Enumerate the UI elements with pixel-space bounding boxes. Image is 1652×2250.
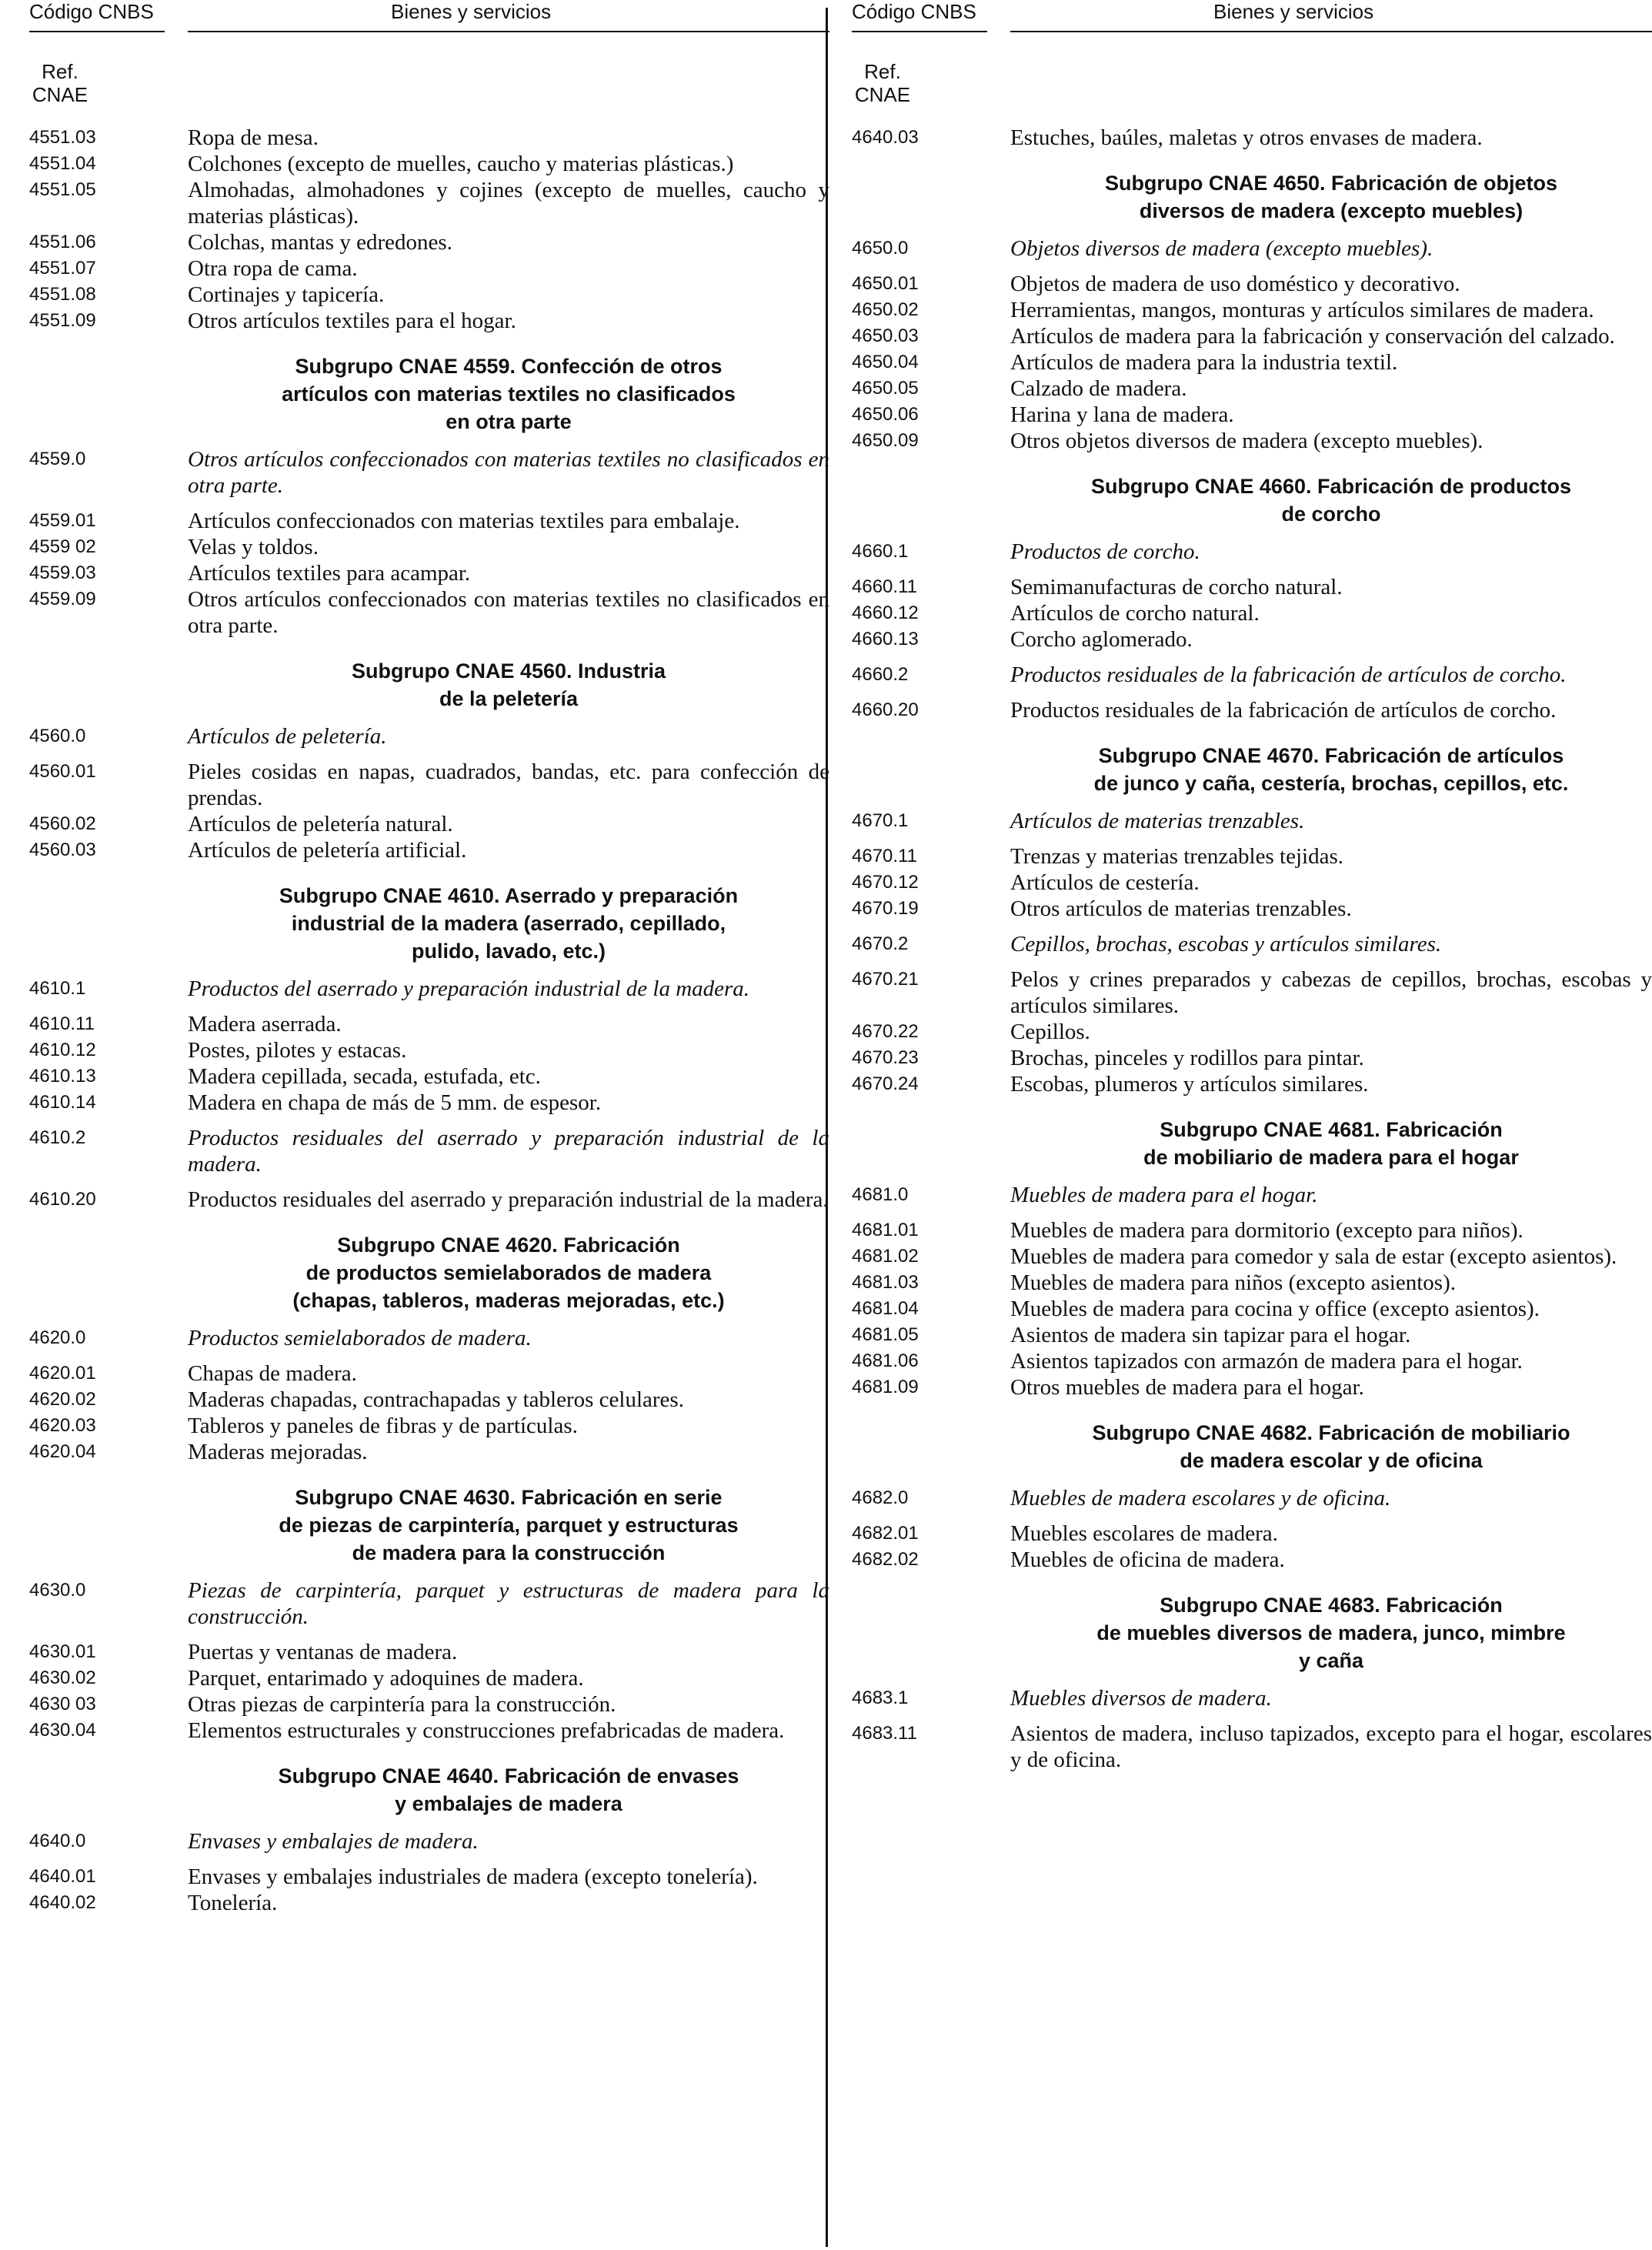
subgroup-heading bbox=[188, 657, 829, 713]
item-row bbox=[29, 534, 829, 560]
item-description: Pieles cosidas en napas, cuadrados, bandas, etc. para confección de prendas. bbox=[188, 759, 829, 810]
item-description: Artículos de peletería artificial. bbox=[188, 838, 467, 863]
header-rule bbox=[188, 31, 829, 32]
item-description: Cepillos. bbox=[1010, 1020, 1090, 1044]
header-rule bbox=[852, 31, 987, 32]
subgroup-heading bbox=[188, 1484, 829, 1567]
item-row bbox=[852, 297, 1652, 323]
category-row bbox=[852, 235, 1652, 262]
subgroup-heading-line: Subgrupo CNAE 4682. Fabricación de mobiliario bbox=[1092, 1421, 1570, 1444]
cnbs-code: 4551.06 bbox=[29, 232, 96, 252]
item-description: Escobas, plumeros y artículos similares. bbox=[1010, 1072, 1369, 1097]
item-row bbox=[852, 323, 1652, 349]
item-description: Otros muebles de madera para el hogar. bbox=[1010, 1375, 1364, 1400]
ref-label-line: Ref. bbox=[42, 60, 78, 83]
subgroup-heading bbox=[1010, 169, 1652, 225]
item-description: Objetos diversos de madera (excepto muebles). bbox=[1010, 236, 1433, 261]
subgroup-heading-line: artículos con materias textiles no clasificados bbox=[282, 382, 736, 406]
cnbs-code: 4681.03 bbox=[852, 1272, 919, 1293]
item-row bbox=[29, 1037, 829, 1063]
cnbs-code: 4620.04 bbox=[29, 1441, 96, 1462]
item-row bbox=[852, 1721, 1652, 1773]
item-row bbox=[29, 308, 829, 334]
cnbs-code: 4670.21 bbox=[852, 969, 919, 990]
item-row bbox=[852, 1348, 1652, 1374]
subgroup-heading-line: y caña bbox=[1298, 1649, 1364, 1672]
subgroup-heading bbox=[188, 882, 829, 965]
subgroup-heading bbox=[1010, 1591, 1652, 1674]
item-description: Asientos tapizados con armazón de madera para el hogar. bbox=[1010, 1349, 1523, 1374]
cnbs-code: 4640.03 bbox=[852, 127, 919, 148]
cnbs-code: 4630 03 bbox=[29, 1694, 96, 1714]
cnbs-code: 4660.1 bbox=[852, 541, 909, 562]
cnbs-code: 4559 02 bbox=[29, 536, 96, 557]
item-row bbox=[29, 1665, 829, 1691]
item-row bbox=[852, 870, 1652, 896]
item-description: Productos de corcho. bbox=[1010, 539, 1200, 564]
item-description: Muebles de madera para el hogar. bbox=[1010, 1183, 1318, 1207]
column-header bbox=[852, 0, 1652, 43]
cnbs-code: 4559.03 bbox=[29, 562, 96, 583]
cnbs-code: 4682.02 bbox=[852, 1549, 919, 1570]
bienes-header: Bienes y servicios bbox=[1213, 0, 1374, 23]
item-description: Otros artículos confeccionados con materias textiles no clasificados en otra parte. bbox=[188, 447, 829, 498]
item-row bbox=[29, 1187, 829, 1213]
item-row bbox=[852, 1374, 1652, 1400]
subgroup-heading-line: Subgrupo CNAE 4670. Fabricación de artículos bbox=[1098, 744, 1564, 767]
item-row bbox=[29, 1063, 829, 1090]
item-description: Postes, pilotes y estacas. bbox=[188, 1038, 407, 1063]
cnbs-code: 4630.01 bbox=[29, 1641, 96, 1662]
cnbs-code: 4681.09 bbox=[852, 1377, 919, 1397]
item-row bbox=[29, 1360, 829, 1387]
cnbs-code: 4650.05 bbox=[852, 378, 919, 399]
item-row bbox=[29, 586, 829, 639]
subgroup-heading-line: de corcho bbox=[1281, 502, 1381, 526]
item-description: Artículos de peletería natural. bbox=[188, 812, 453, 836]
item-description: Productos residuales del aserrado y preparación industrial de la madera. bbox=[188, 1187, 829, 1212]
cnbs-code: 4551.07 bbox=[29, 258, 96, 279]
cnbs-code: 4640.0 bbox=[29, 1831, 86, 1851]
item-description: Artículos de peletería. bbox=[188, 724, 387, 749]
cnbs-code: 4650.09 bbox=[852, 430, 919, 451]
cnbs-code: 4610.20 bbox=[29, 1189, 96, 1210]
cnbs-code: 4630.02 bbox=[29, 1667, 96, 1688]
cnbs-code: 4560.03 bbox=[29, 840, 96, 860]
item-description: Parquet, entarimado y adoquines de madera. bbox=[188, 1666, 584, 1691]
ref-cnae-label bbox=[852, 60, 913, 106]
cnbs-code: 4670.22 bbox=[852, 1021, 919, 1042]
item-row bbox=[852, 626, 1652, 653]
item-row bbox=[852, 349, 1652, 376]
item-row bbox=[29, 1718, 829, 1744]
codigo-header: Código CNBS bbox=[29, 0, 154, 23]
subgroup-heading-line: Subgrupo CNAE 4559. Confección de otros bbox=[295, 355, 723, 378]
item-description: Muebles de madera para niños (excepto asientos). bbox=[1010, 1270, 1456, 1295]
item-row bbox=[29, 560, 829, 586]
item-row bbox=[852, 1217, 1652, 1244]
subgroup-heading bbox=[188, 1231, 829, 1314]
cnbs-code: 4551.08 bbox=[29, 284, 96, 305]
item-description: Maderas mejoradas. bbox=[188, 1440, 368, 1464]
subgroup-heading bbox=[188, 352, 829, 436]
item-row bbox=[29, 508, 829, 534]
cnbs-code: 4660.20 bbox=[852, 699, 919, 720]
category-row bbox=[29, 446, 829, 499]
item-description: Otros objetos diversos de madera (excepto muebles). bbox=[1010, 429, 1483, 453]
cnbs-code: 4650.0 bbox=[852, 238, 909, 259]
category-row bbox=[29, 1828, 829, 1854]
cnbs-code: 4681.04 bbox=[852, 1298, 919, 1319]
category-row bbox=[29, 723, 829, 749]
item-description: Artículos de corcho natural. bbox=[1010, 601, 1260, 626]
ref-label-line: CNAE bbox=[32, 83, 88, 106]
item-description: Chapas de madera. bbox=[188, 1361, 357, 1386]
item-description: Madera cepillada, secada, estufada, etc. bbox=[188, 1064, 541, 1089]
cnbs-code: 4650.04 bbox=[852, 352, 919, 372]
cnbs-code: 4560.0 bbox=[29, 726, 86, 746]
item-row bbox=[852, 1019, 1652, 1045]
item-row bbox=[852, 1045, 1652, 1071]
subgroup-heading-line: de piezas de carpintería, parquet y estructuras bbox=[279, 1514, 739, 1537]
bienes-header: Bienes y servicios bbox=[391, 0, 552, 23]
item-description: Tableros y paneles de fibras y de partículas. bbox=[188, 1414, 578, 1438]
subgroup-heading-line: de productos semielaborados de madera bbox=[305, 1261, 712, 1284]
item-description: Artículos confeccionados con materias textiles para embalaje. bbox=[188, 509, 740, 533]
item-row bbox=[852, 1296, 1652, 1322]
item-description: Otras piezas de carpintería para la construcción. bbox=[188, 1692, 616, 1717]
category-row bbox=[29, 1325, 829, 1351]
item-description: Trenzas y materias trenzables tejidas. bbox=[1010, 844, 1343, 869]
cnbs-code: 4681.02 bbox=[852, 1246, 919, 1267]
item-description: Colchas, mantas y edredones. bbox=[188, 230, 452, 255]
item-row bbox=[852, 125, 1652, 151]
cnbs-code: 4650.02 bbox=[852, 299, 919, 320]
item-description: Envases y embalajes industriales de madera (excepto tonelería). bbox=[188, 1864, 758, 1889]
cnbs-code: 4559.0 bbox=[29, 449, 86, 469]
subgroup-heading-line: (chapas, tableros, maderas mejoradas, etc.) bbox=[292, 1289, 725, 1312]
item-row bbox=[852, 600, 1652, 626]
cnbs-code: 4650.01 bbox=[852, 273, 919, 294]
item-description: Estuches, baúles, maletas y otros envases de madera. bbox=[1010, 125, 1483, 150]
item-description: Herramientas, mangos, monturas y artículos similares de madera. bbox=[1010, 298, 1594, 322]
cnbs-code: 4682.0 bbox=[852, 1487, 909, 1508]
item-description: Muebles de madera para dormitorio (excepto para niños). bbox=[1010, 1218, 1524, 1243]
cnbs-code: 4610.13 bbox=[29, 1066, 96, 1087]
item-row bbox=[852, 1270, 1652, 1296]
item-description: Muebles de oficina de madera. bbox=[1010, 1547, 1285, 1572]
cnbs-code: 4640.02 bbox=[29, 1892, 96, 1913]
cnbs-code: 4681.01 bbox=[852, 1220, 919, 1240]
item-description: Envases y embalajes de madera. bbox=[188, 1829, 479, 1854]
cnbs-code: 4620.03 bbox=[29, 1415, 96, 1436]
item-description: Otros artículos textiles para el hogar. bbox=[188, 309, 516, 333]
item-description: Colchones (excepto de muelles, caucho y materias plásticas.) bbox=[188, 152, 734, 176]
ref-label-line: CNAE bbox=[854, 83, 911, 106]
item-row bbox=[29, 1639, 829, 1665]
category-row bbox=[852, 1485, 1652, 1511]
header-rule bbox=[1010, 31, 1652, 32]
subgroup-heading-line: Subgrupo CNAE 4630. Fabricación en serie bbox=[295, 1486, 723, 1509]
cnbs-code: 4620.01 bbox=[29, 1363, 96, 1384]
left-column bbox=[29, 0, 829, 1916]
item-row bbox=[29, 125, 829, 151]
category-row bbox=[29, 1577, 829, 1630]
cnbs-code: 4660.2 bbox=[852, 664, 909, 685]
item-description: Cortinajes y tapicería. bbox=[188, 282, 385, 307]
item-description: Pelos y crines preparados y cabezas de cepillos, brochas, escobas y artículos similares. bbox=[1010, 967, 1652, 1018]
cnbs-code: 4670.12 bbox=[852, 872, 919, 893]
subgroup-heading-line: Subgrupo CNAE 4660. Fabricación de productos bbox=[1090, 475, 1572, 498]
cnbs-code: 4670.24 bbox=[852, 1073, 919, 1094]
item-description: Otra ropa de cama. bbox=[188, 256, 358, 281]
item-description: Artículos textiles para acampar. bbox=[188, 561, 471, 586]
cnbs-code: 4670.2 bbox=[852, 933, 909, 954]
subgroup-heading-line: de madera para la construcción bbox=[352, 1541, 666, 1564]
item-description: Almohadas, almohadones y cojines (excepto de muelles, caucho y materias plásticas). bbox=[188, 178, 829, 229]
item-description: Asientos de madera, incluso tapizados, excepto para el hogar, escolares y de oficina. bbox=[1010, 1721, 1652, 1772]
cnbs-code: 4660.12 bbox=[852, 603, 919, 623]
item-description: Velas y toldos. bbox=[188, 535, 319, 559]
item-row bbox=[29, 255, 829, 282]
item-row bbox=[852, 376, 1652, 402]
item-row bbox=[29, 1864, 829, 1890]
item-description: Ropa de mesa. bbox=[188, 125, 319, 150]
subgroup-heading bbox=[1010, 1116, 1652, 1171]
item-description: Productos residuales de la fabricación de artículos de corcho. bbox=[1010, 698, 1557, 723]
cnbs-code: 4660.13 bbox=[852, 629, 919, 649]
subgroup-heading-line: Subgrupo CNAE 4620. Fabricación bbox=[337, 1233, 680, 1257]
item-row bbox=[29, 1011, 829, 1037]
cnbs-code: 4650.06 bbox=[852, 404, 919, 425]
item-row bbox=[852, 574, 1652, 600]
cnbs-code: 4681.05 bbox=[852, 1324, 919, 1345]
item-row bbox=[29, 759, 829, 811]
subgroup-heading bbox=[1010, 472, 1652, 528]
item-row bbox=[852, 1521, 1652, 1547]
item-description: Otros artículos de materias trenzables. bbox=[1010, 896, 1352, 921]
item-row bbox=[852, 1547, 1652, 1573]
item-row bbox=[29, 1387, 829, 1413]
cnbs-code: 4681.06 bbox=[852, 1350, 919, 1371]
subgroup-heading-line: en otra parte bbox=[446, 410, 572, 433]
item-row bbox=[29, 1090, 829, 1116]
subgroup-heading-line: de muebles diversos de madera, junco, mimbre bbox=[1096, 1621, 1566, 1644]
item-row bbox=[852, 697, 1652, 723]
subgroup-heading-line: de junco y caña, cestería, brochas, cepillos, etc. bbox=[1093, 772, 1569, 795]
item-row bbox=[852, 843, 1652, 870]
cnbs-code: 4551.05 bbox=[29, 179, 96, 200]
category-row bbox=[852, 539, 1652, 565]
category-row bbox=[29, 1125, 829, 1177]
subgroup-heading-line: de mobiliario de madera para el hogar bbox=[1143, 1146, 1519, 1169]
item-description: Puertas y ventanas de madera. bbox=[188, 1640, 458, 1664]
cnbs-code: 4560.01 bbox=[29, 761, 96, 782]
item-description: Corcho aglomerado. bbox=[1010, 627, 1193, 652]
item-description: Muebles escolares de madera. bbox=[1010, 1521, 1278, 1546]
item-description: Muebles de madera para cocina y office (excepto asientos). bbox=[1010, 1297, 1540, 1321]
subgroup-heading-line: y embalajes de madera bbox=[395, 1792, 622, 1815]
cnbs-code: 4560.02 bbox=[29, 813, 96, 834]
item-description: Productos residuales del aserrado y preparación industrial de la madera. bbox=[188, 1126, 829, 1177]
item-description: Objetos de madera de uso doméstico y decorativo. bbox=[1010, 272, 1460, 296]
cnbs-code: 4630.04 bbox=[29, 1720, 96, 1741]
subgroup-heading bbox=[1010, 1419, 1652, 1474]
item-description: Calzado de madera. bbox=[1010, 376, 1187, 401]
cnbs-code: 4660.11 bbox=[852, 576, 917, 597]
subgroup-heading-line: Subgrupo CNAE 4650. Fabricación de objetos bbox=[1104, 172, 1558, 195]
category-row bbox=[852, 1182, 1652, 1208]
item-row bbox=[29, 811, 829, 837]
cnbs-code: 4559.09 bbox=[29, 589, 96, 609]
cnbs-code: 4683.1 bbox=[852, 1688, 909, 1708]
cnbs-code: 4670.19 bbox=[852, 898, 919, 919]
item-description: Productos residuales de la fabricación de artículos de corcho. bbox=[1010, 663, 1567, 687]
item-row bbox=[29, 1413, 829, 1439]
subgroup-heading bbox=[1010, 742, 1652, 797]
category-row bbox=[852, 1685, 1652, 1711]
item-row bbox=[29, 1439, 829, 1465]
cnbs-code: 4670.1 bbox=[852, 810, 909, 831]
cnbs-code: 4620.0 bbox=[29, 1327, 86, 1348]
cnbs-code: 4551.04 bbox=[29, 153, 96, 174]
item-row bbox=[29, 282, 829, 308]
subgroup-heading-line: industrial de la madera (aserrado, cepillado, bbox=[291, 912, 726, 935]
category-row bbox=[852, 808, 1652, 834]
item-description: Tonelería. bbox=[188, 1891, 278, 1915]
item-description: Productos del aserrado y preparación industrial de la madera. bbox=[188, 976, 750, 1001]
cnbs-code: 4610.12 bbox=[29, 1040, 96, 1060]
subgroup-heading-line: Subgrupo CNAE 4640. Fabricación de envases bbox=[278, 1764, 739, 1788]
right-column bbox=[852, 0, 1652, 1773]
item-description: Semimanufacturas de corcho natural. bbox=[1010, 575, 1343, 599]
item-row bbox=[852, 428, 1652, 454]
subgroup-heading-line: Subgrupo CNAE 4683. Fabricación bbox=[1160, 1594, 1503, 1617]
item-description: Piezas de carpintería, parquet y estructuras de madera para la construcción. bbox=[188, 1578, 829, 1629]
item-row bbox=[852, 402, 1652, 428]
item-description: Madera aserrada. bbox=[188, 1012, 342, 1037]
item-row bbox=[29, 1691, 829, 1718]
entry-list bbox=[852, 125, 1652, 1773]
item-row bbox=[852, 1071, 1652, 1097]
cnbs-code: 4630.0 bbox=[29, 1580, 86, 1601]
item-row bbox=[29, 1890, 829, 1916]
item-description: Artículos de cestería. bbox=[1010, 870, 1200, 895]
cnbs-code: 4681.0 bbox=[852, 1184, 909, 1205]
entry-list bbox=[29, 125, 829, 1916]
subgroup-heading-line: diversos de madera (excepto muebles) bbox=[1139, 199, 1524, 222]
item-row bbox=[29, 151, 829, 177]
item-description: Harina y lana de madera. bbox=[1010, 402, 1234, 427]
cnbs-code: 4551.09 bbox=[29, 310, 96, 331]
item-row bbox=[29, 229, 829, 255]
category-row bbox=[29, 976, 829, 1002]
item-description: Muebles diversos de madera. bbox=[1010, 1686, 1272, 1711]
cnbs-code: 4670.23 bbox=[852, 1047, 919, 1068]
item-description: Asientos de madera sin tapizar para el hogar. bbox=[1010, 1323, 1411, 1347]
cnbs-code: 4610.11 bbox=[29, 1013, 95, 1034]
cnbs-code: 4670.11 bbox=[852, 846, 917, 866]
item-row bbox=[29, 177, 829, 229]
subgroup-heading-line: Subgrupo CNAE 4681. Fabricación bbox=[1160, 1118, 1503, 1141]
item-row bbox=[29, 837, 829, 863]
category-row bbox=[852, 662, 1652, 688]
cnbs-code: 4551.03 bbox=[29, 127, 96, 148]
item-description: Muebles de madera para comedor y sala de estar (excepto asientos). bbox=[1010, 1244, 1617, 1269]
item-description: Artículos de materias trenzables. bbox=[1010, 809, 1305, 833]
cnbs-code: 4559.01 bbox=[29, 510, 96, 531]
subgroup-heading-line: de la peletería bbox=[439, 687, 579, 710]
cnbs-code: 4650.03 bbox=[852, 325, 919, 346]
header-rule bbox=[29, 31, 165, 32]
cnbs-code: 4640.01 bbox=[29, 1866, 96, 1887]
codigo-header: Código CNBS bbox=[852, 0, 976, 23]
subgroup-heading-line: Subgrupo CNAE 4610. Aserrado y preparación bbox=[279, 884, 739, 907]
item-description: Artículos de madera para la industria textil. bbox=[1010, 350, 1398, 375]
item-row bbox=[852, 966, 1652, 1019]
cnbs-code: 4610.14 bbox=[29, 1092, 96, 1113]
column-header bbox=[29, 0, 829, 43]
cnbs-code: 4610.1 bbox=[29, 978, 86, 999]
ref-cnae-label bbox=[29, 60, 91, 106]
item-description: Cepillos, brochas, escobas y artículos similares. bbox=[1010, 932, 1442, 956]
category-row bbox=[852, 931, 1652, 957]
item-description: Maderas chapadas, contrachapadas y tableros celulares. bbox=[188, 1387, 684, 1412]
item-row bbox=[852, 1322, 1652, 1348]
subgroup-heading-line: pulido, lavado, etc.) bbox=[411, 940, 606, 963]
cnbs-code: 4610.2 bbox=[29, 1127, 86, 1148]
item-row bbox=[852, 896, 1652, 922]
cnbs-code: 4683.11 bbox=[852, 1723, 917, 1744]
subgroup-heading-line: de madera escolar y de oficina bbox=[1180, 1449, 1483, 1472]
item-description: Elementos estructurales y construcciones prefabricadas de madera. bbox=[188, 1718, 785, 1743]
item-description: Muebles de madera escolares y de oficina. bbox=[1010, 1486, 1391, 1511]
ref-label-line: Ref. bbox=[864, 60, 901, 83]
item-row bbox=[852, 271, 1652, 297]
item-description: Productos semielaborados de madera. bbox=[188, 1326, 532, 1350]
item-description: Madera en chapa de más de 5 mm. de espesor. bbox=[188, 1090, 602, 1115]
cnbs-code: 4620.02 bbox=[29, 1389, 96, 1410]
item-description: Brochas, pinceles y rodillos para pintar. bbox=[1010, 1046, 1364, 1070]
item-description: Otros artículos confeccionados con materias textiles no clasificados en otra parte. bbox=[188, 587, 829, 638]
item-row bbox=[852, 1244, 1652, 1270]
subgroup-heading-line: Subgrupo CNAE 4560. Industria bbox=[351, 659, 666, 683]
cnbs-code: 4682.01 bbox=[852, 1523, 919, 1544]
item-description: Artículos de madera para la fabricación y conservación del calzado. bbox=[1010, 324, 1615, 349]
subgroup-heading bbox=[188, 1762, 829, 1818]
